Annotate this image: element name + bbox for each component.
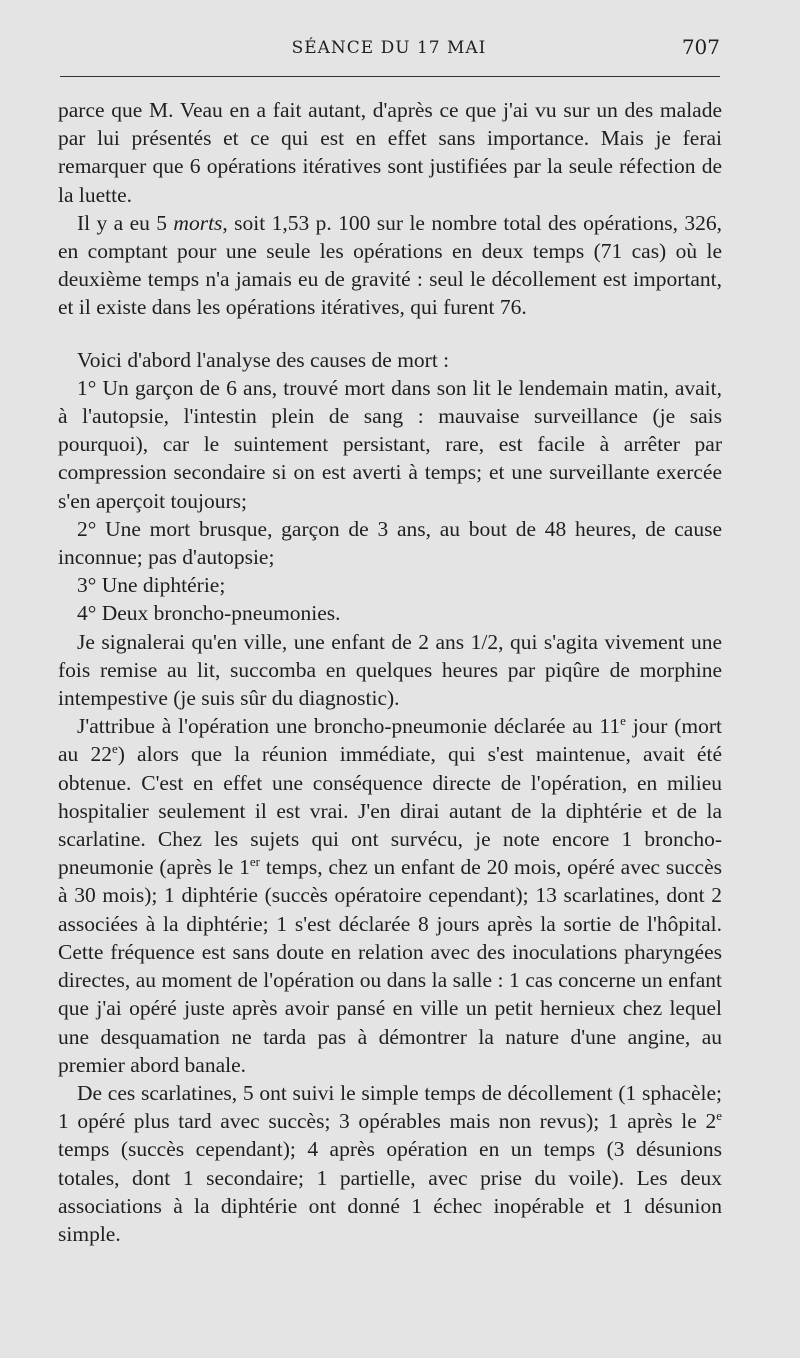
paragraph-continuation <box>58 96 722 209</box>
text-run: 4° Deux broncho-pneumonies. <box>77 601 341 626</box>
text-run: De ces scarlatines, 5 ont suivi le simple temps de décollement (1 sphacèle; 1 opéré plus tard avec succès; 3 opérables mais non revus); 1 après le 2 <box>58 1080 722 1134</box>
text-run: temps (succès cependant); 4 après opération en un temps (3 désunions totales, dont 1 secondaire; 1 partielle, avec prise du voile). Les deux associations à la diphtérie ont donné 1 échec inopérable et 1 désunion simple. <box>58 1137 722 1246</box>
page-number: 707 <box>681 35 720 59</box>
running-head-title: SÉANCE DU 17 MAI <box>291 38 487 58</box>
paragraph-attribution <box>58 712 722 1079</box>
text-run: 2° Une mort brusque, garçon de 3 ans, au bout de 48 heures, de cause inconnue; pas d'autopsie; <box>58 516 722 570</box>
list-item-cause-1 <box>58 374 722 515</box>
list-item-cause-2 <box>58 515 722 571</box>
body-text <box>58 96 722 1248</box>
text-run: , soit 1,53 p. 100 sur le nombre total des opérations, 326, en comptant pour une seule les opérations en deux temps (71 cas) où le deuxième temps n'a jamais eu de gravité : seul le décollement est important, et il existe dans les opérations itératives, qui furent 76. <box>58 210 723 320</box>
text-run: Je signalerai qu'en ville, une enfant de 2 ans 1/2, qui s'agita vivement une fois remise au lit, succomba en quelques heures par piqûre de morphine intempestive (je suis sûr du diagnostic). <box>58 629 722 711</box>
text-run: temps, chez un enfant de 20 mois, opéré avec succès à 30 mois); 1 diphtérie (succès opératoire cependant); 13 scarlatines, dont 2 associées à la diphtérie; 1 s'est déclarée 8 jours après la sortie de l'hôpital. Cette fréquence est sans doute en relation avec des inoculations pharyngées directes, au moment de l'opération ou dans la salle : 1 cas concerne un enfant que j'ai opéré juste après avoir pansé en ville un petit hernieux chez lequel une desquamation ne tarda pas à démontrer la nature d'une angine, au premier abord banale. <box>58 855 723 1077</box>
text-run: 3° Une diphtérie; <box>77 573 226 598</box>
paragraph-causes-intro <box>58 346 722 374</box>
paragraph-scarlatines <box>58 1079 722 1248</box>
running-head <box>58 30 720 66</box>
text-run: J'attribue à l'opération une broncho-pneumonie déclarée au 11 <box>77 714 621 739</box>
text-run: Voici d'abord l'analyse des causes de mort : <box>77 347 450 372</box>
text-run: jour (mort au 22 <box>58 714 722 767</box>
ordinal-superscript: e <box>111 741 118 757</box>
list-item-cause-3 <box>58 571 722 599</box>
header-rule <box>60 76 720 77</box>
ordinal-superscript: er <box>249 854 260 870</box>
list-item-cause-4 <box>58 599 722 627</box>
italic-text: morts <box>173 210 223 235</box>
paragraph-deaths-summary <box>58 209 722 322</box>
text-run: ) alors que la réunion immédiate, qui s'est maintenue, avait été obtenue. C'est en effet une conséquence directe de l'opération, en milieu hospitalier seulement il est vrai. J'en dirai autant de la diphtérie et de la scarlatine. Chez les sujets qui ont survécu, je note encore 1 broncho-pneumonie (après le 1 <box>58 742 722 880</box>
text-run: Il y a eu 5 <box>77 210 174 235</box>
text-run: parce que M. Veau en a fait autant, d'après ce que j'ai vu sur un des malade par lui présentés et ce qui est en effet sans importance. Mais je ferai remarquer que 6 opérations itératives sont justifiées par la seule réfection de la luette. <box>58 98 722 207</box>
ordinal-superscript: e <box>716 1107 722 1123</box>
paragraph-city-case <box>58 628 722 713</box>
ordinal-superscript: e <box>620 713 626 729</box>
text-run: 1° Un garçon de 6 ans, trouvé mort dans son lit le lendemain matin, avait, à l'autopsie, l'intestin plein de sang : mauvaise surveillance (je sais pourquoi), car le suintement persistant, rare, est facile à arrêter par compression secondaire si on est averti à temps; et une surveillante exercée s'en aperçoit toujours; <box>58 375 722 513</box>
